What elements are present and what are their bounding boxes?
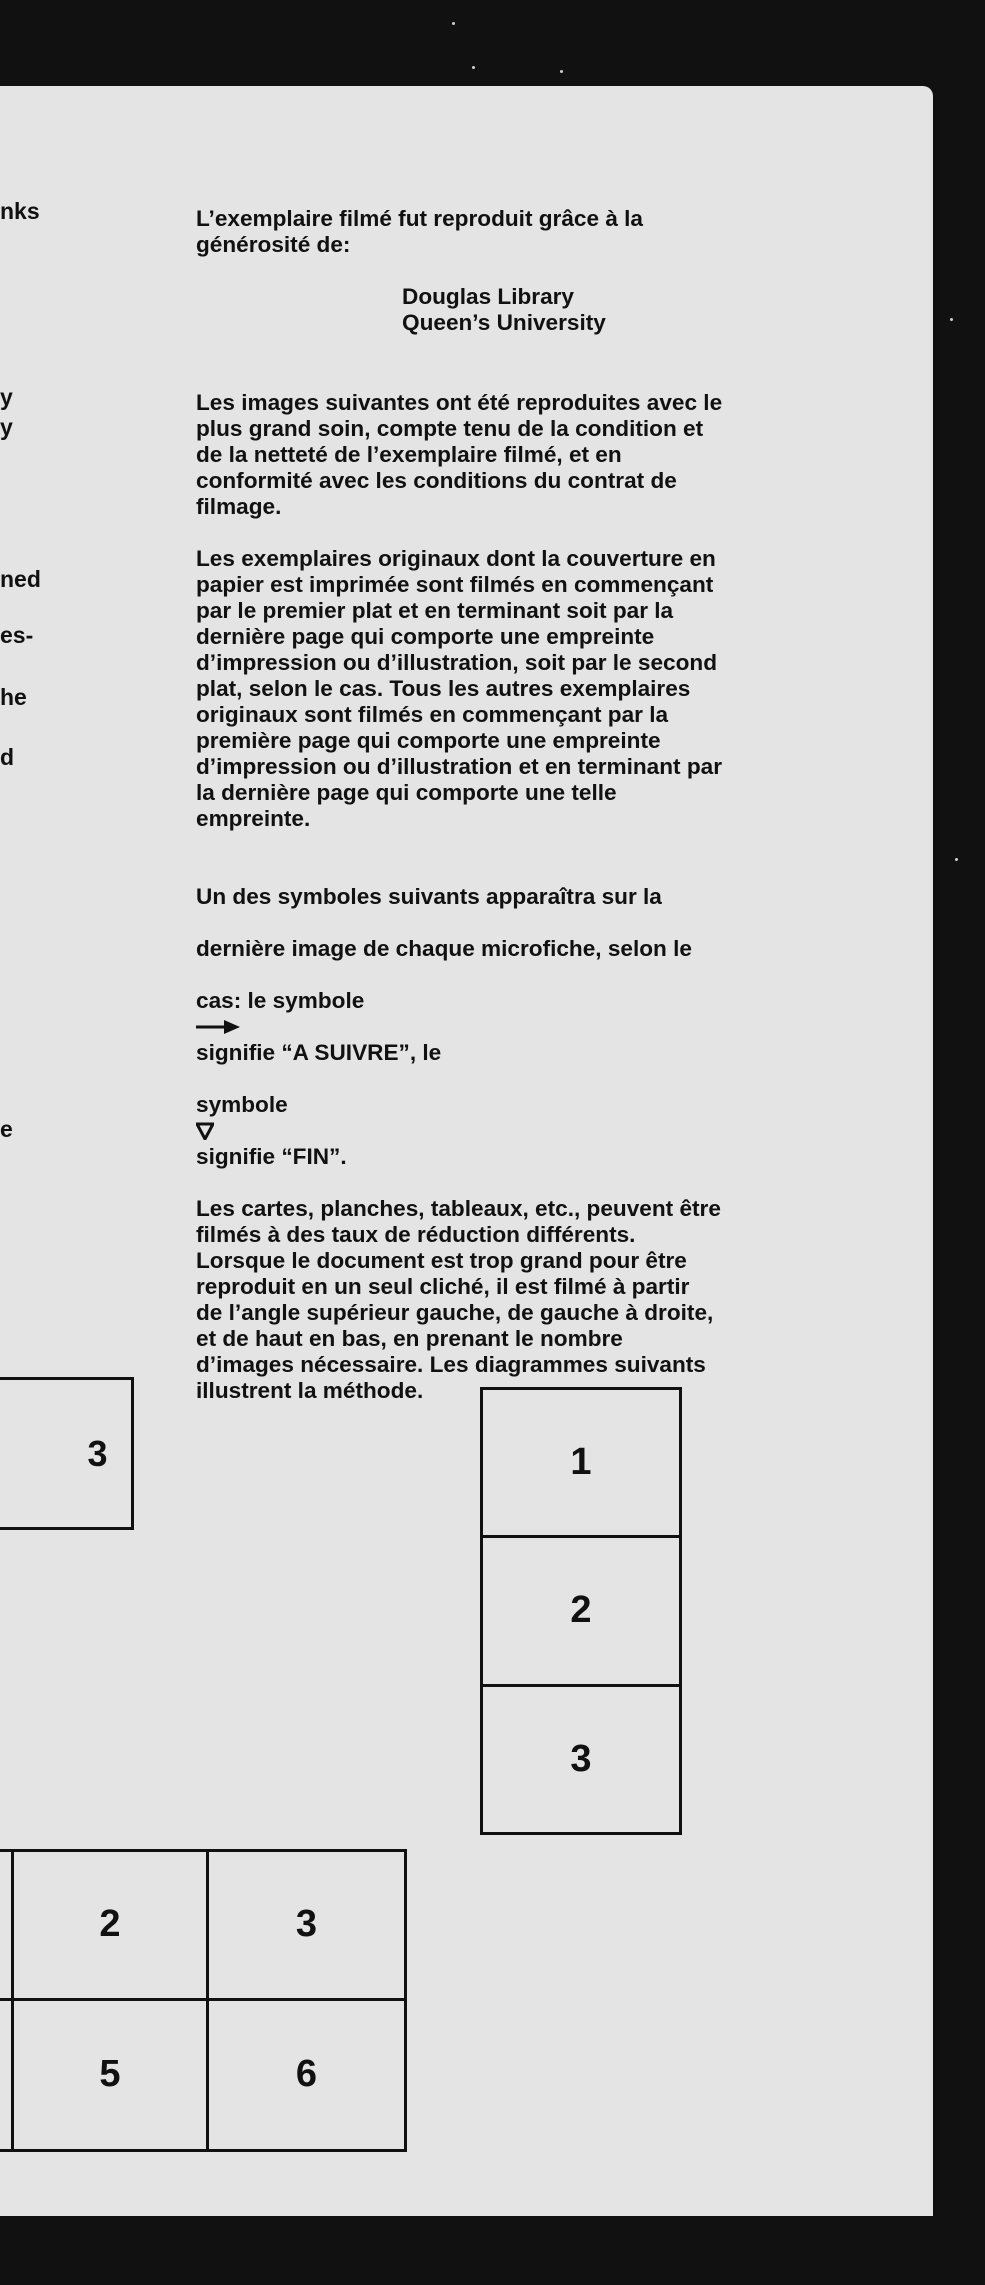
dust-speck [472,66,475,69]
originals-paragraph: Les exemplaires originaux dont la couverture en papier est imprimée sont filmés en commençant par le premier plat et en terminant soit par la dernière page qui comporte une empreinte d’impression ou d’illustration, soit par le second plat, selon le cas. Tous les autres exemplaires originaux sont filmés en commençant par la première page qui comporte une empreinte d’impression ou d’illustration et en terminant par la dernière page qui comporte une telle empreinte. [196,546,722,831]
grid-cell: 6 [295,2053,318,2096]
left-fragment: ned [0,566,41,592]
left-fragment: y [0,414,13,440]
left-fragment: he [0,684,27,710]
grid-cell: 5 [14,2001,209,2150]
frame-number: 3 [87,1432,108,1474]
left-fragment: d [0,744,15,770]
symbols-line-4b: signifie “FIN”. [196,1144,347,1169]
grid-diagram [0,1849,407,2152]
left-fragment: nks [0,198,40,224]
university-name: Queen’s University [402,310,606,335]
end-triangle-icon [196,1122,214,1140]
grid-cell: 2 [14,1852,209,2001]
dust-speck [452,22,455,25]
dust-speck [560,70,563,73]
symbols-line-1: Un des symboles suivants apparaîtra sur la [196,884,662,909]
arrow-right-icon [196,1019,240,1035]
symbols-line-3b: signifie “A SUIVRE”, le [196,1040,442,1065]
vertical-diagram [480,1387,682,1835]
intro-text: L’exemplaire filmé fut reproduit grâce à la générosité de: [196,206,643,257]
text-column [196,206,856,1430]
symbols-line-4a: symbole [196,1092,288,1117]
grid-cell-blank [0,2001,14,2150]
vertical-cell: 2 [483,1538,679,1686]
closing-paragraph: Les cartes, planches, tableaux, etc., peuvent être filmés à des taux de réduction différents. Lorsque le document est trop grand pour être reproduit en un seul cliché, il est filmé à partir de l’angle supérieur gauche, de gauche à droite, et de haut en bas, en prenant le nombre d’images nécessaire. Les diagrammes suivants illustrent la méthode. [196,1196,721,1403]
vertical-cell: 1 [483,1390,679,1538]
dust-speck [950,318,953,321]
grid-cell: 3 [209,1852,404,2001]
dust-speck [955,858,958,861]
partial-frame [0,1377,134,1530]
left-fragment: y [0,384,13,410]
left-fragment: e [0,1116,13,1142]
left-fragment: es- [0,622,34,648]
symbols-line-2: dernière image de chaque microfiche, selon le [196,936,692,961]
symbols-paragraph [196,858,856,1170]
library-name: Douglas Library [402,284,575,309]
grid-cell-blank [0,1852,14,2001]
conditions-paragraph: Les images suivantes ont été reproduites avec le plus grand soin, compte tenu de la condition et de la netteté de l’exemplaire filmé, et en conformité avec les conditions du contrat de filmage. [196,390,723,519]
library-credit [196,284,856,336]
symbols-line-3a: cas: le symbole [196,988,365,1013]
vertical-cell: 3 [570,1737,592,1780]
